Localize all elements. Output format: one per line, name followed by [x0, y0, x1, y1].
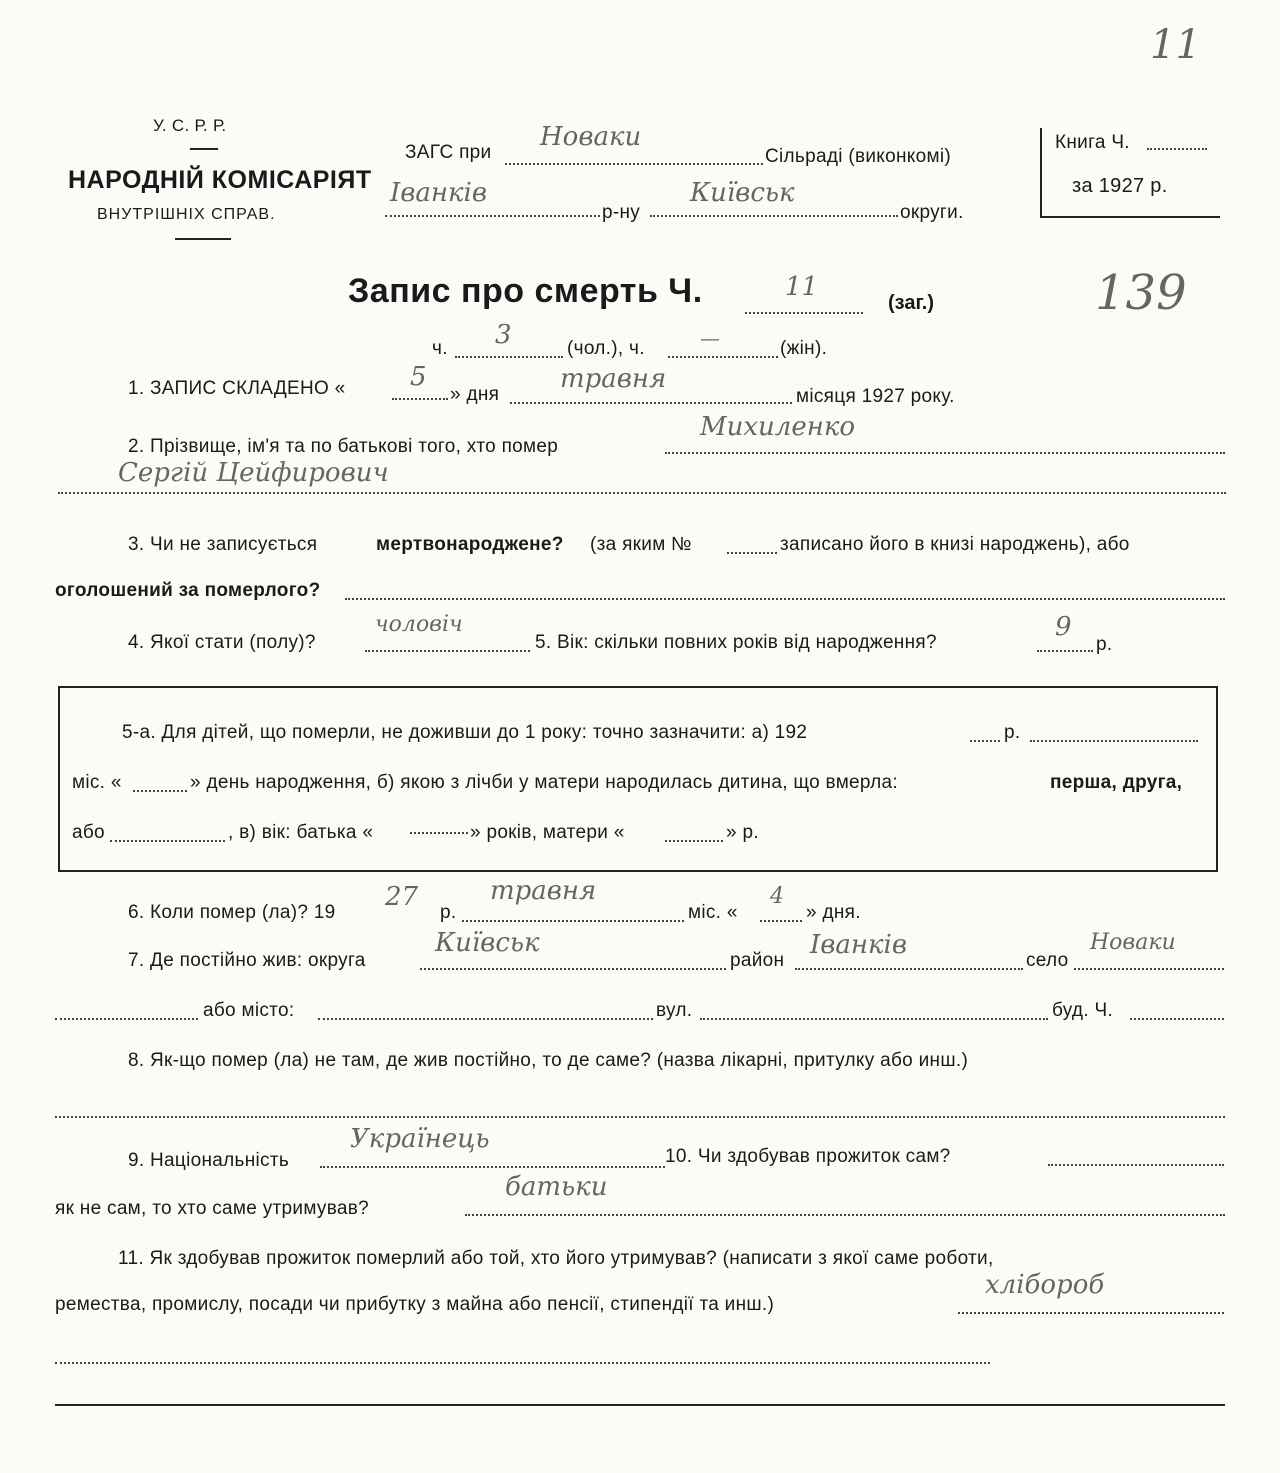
header-commissariat: НАРОДНІЙ КОМІСАРІЯТ [68, 166, 372, 194]
q2-line [665, 452, 1225, 454]
q6-day-hw: 4 [770, 884, 784, 909]
q11-line2 [55, 1362, 990, 1364]
q5-age-line [1037, 650, 1093, 652]
subnum-male-line [455, 356, 563, 358]
q7-label: село [1026, 950, 1069, 971]
subnum-label: (чол.), ч. [567, 338, 645, 359]
subnum-female-hw: — [700, 326, 720, 350]
q1-month-line [510, 402, 792, 404]
book-label: Книга Ч. [1055, 132, 1130, 153]
zags-district-label: р-ну [602, 202, 641, 223]
q10-label: як не сам, то хто саме утримував? [55, 1198, 370, 1219]
q10-keeper-line [465, 1214, 1225, 1216]
q3-stillborn: мертвонароджене? [376, 534, 564, 555]
q9-nat-hw: Українець [350, 1124, 490, 1154]
q1-label: місяця 1927 року. [796, 386, 955, 407]
book-box-border [1040, 216, 1220, 218]
q8-label: 8. Як-що помер (ла) не там, де жив постійно, то де саме? (назва лікарні, притулку або инш.) [128, 1050, 969, 1071]
zags-okrug-hw: Київськ [690, 178, 795, 208]
record-number-hw: 11 [785, 272, 819, 302]
q7-house-line [1130, 1018, 1224, 1020]
q3-number-line [727, 552, 777, 554]
q5a-order-line [110, 840, 225, 842]
corner-mark: 11 [1150, 22, 1201, 68]
q11-label: 11. Як здобував прожиток померлий або той, хто його утримував? (написати з якої саме роботи, [118, 1248, 994, 1269]
q10-keeper-hw: батьки [505, 1172, 608, 1202]
q8-line [55, 1116, 1225, 1118]
q6-year-hw: 27 [385, 882, 419, 912]
zags-okrug-label: округи. [900, 202, 964, 223]
q5a-line1: р. [1004, 722, 1021, 743]
q5a-year-line [970, 740, 1000, 742]
q6-label: 6. Коли помер (ла)? 19 [128, 902, 336, 923]
zags-label: ЗАГС при [405, 142, 492, 163]
q3-declared-dead: оголошений за померлого? [55, 580, 321, 601]
q5a-birth-order: перша, друга, [1050, 772, 1183, 793]
q5a-line2: » день народження, б) якою з лічби у матери народилась дитина, що вмерла: [190, 772, 898, 793]
divider [175, 238, 231, 240]
q6-label: » дня. [806, 902, 861, 923]
q4-sex-hw: чоловіч [375, 612, 463, 637]
q10-line [1048, 1164, 1224, 1166]
divider [190, 148, 218, 150]
header-dept: ВНУТРІШНІХ СПРАВ. [97, 206, 276, 223]
q7-selo-line [1074, 968, 1224, 970]
zags-village-line [505, 163, 763, 165]
q5a-line1: 5-а. Для дітей, що померли, не доживши до 1 року: точно зазначити: а) 192 [122, 722, 808, 743]
q5a-line3: » р. [726, 822, 759, 843]
q9-label: 9. Національність [128, 1150, 290, 1171]
q7-label: 7. Де постійно жив: округа [128, 950, 366, 971]
q2-name-hw: Сергій Цейфирович [118, 458, 389, 488]
q2-surname-hw: Михиленко [700, 412, 856, 442]
subnum-male-hw: 3 [495, 320, 512, 350]
q7-label: або місто: [203, 1000, 295, 1021]
q7-city-line [318, 1018, 653, 1020]
q10-label: 10. Чи здобував прожиток сам? [665, 1146, 951, 1167]
q5-label: р. [1096, 634, 1113, 655]
stamp-number-hw: 139 [1095, 265, 1187, 321]
q5a-line3: або [72, 822, 105, 843]
record-number-line [745, 312, 863, 314]
q1-month-hw: травня [560, 364, 667, 394]
q5-age-hw: 9 [1055, 612, 1072, 642]
q4-label: 4. Якої стати (полу)? [128, 632, 316, 653]
record-suffix: (заг.) [888, 292, 935, 314]
zags-council-label: Сільраді (виконкомі) [765, 146, 951, 167]
q11-line [958, 1312, 1224, 1314]
q3-line2 [345, 598, 1225, 600]
zags-okrug-line [650, 215, 898, 217]
q3-label: 3. Чи не записується [128, 534, 318, 555]
q4-sex-line [365, 650, 530, 652]
q7-label: район [730, 950, 785, 971]
q1-label: 1. ЗАПИС СКЛАДЕНО « [128, 378, 346, 399]
q5a-line2: міс. « [72, 772, 122, 793]
book-number-line [1147, 148, 1207, 150]
q6-day-line [760, 920, 802, 922]
q6-month-line [462, 920, 684, 922]
q7-label: вул. [656, 1000, 693, 1021]
q11-occ-hw: хлібороб [985, 1270, 1105, 1300]
q6-label: р. [440, 902, 457, 923]
q7-okrug-line [420, 968, 726, 970]
book-year: за 1927 р. [1072, 175, 1168, 197]
header-ussr: У. С. Р. Р. [153, 116, 227, 135]
q11-label: ремества, промислу, посади чи прибутку з майна або пенсії, стипендії та инш.) [55, 1294, 775, 1315]
q7-raion-line [795, 968, 1023, 970]
q1-label: » дня [450, 384, 500, 405]
q3-label: (за яким № [590, 534, 692, 555]
q5a-day-line [133, 790, 187, 792]
q3-label: записано його в книзі народжень), або [780, 534, 1130, 555]
zags-district-hw: Іванків [390, 178, 488, 208]
q5a-year-line2 [1030, 740, 1198, 742]
subnum-label: (жін). [780, 338, 828, 359]
q7-label: буд. Ч. [1052, 1000, 1114, 1021]
q5a-line3: , в) вік: батька « [228, 822, 374, 843]
subnum-label: ч. [432, 338, 448, 359]
q7-raion-hw: Іванків [810, 930, 908, 960]
zags-village-hw: Новаки [540, 122, 642, 152]
q1-day-line [392, 398, 448, 400]
q7-selo-hw: Новаки [1090, 930, 1176, 955]
q6-label: міс. « [688, 902, 738, 923]
q5a-line3: » років, матери « [470, 822, 625, 843]
zags-district-line [385, 215, 600, 217]
record-title: Запис про смерть Ч. [348, 272, 703, 310]
q1-day-hw: 5 [410, 362, 427, 392]
q2-label: 2. Прізвище, ім'я та по батькові того, хто помер [128, 436, 559, 457]
q9-nat-line [320, 1166, 665, 1168]
q5-label: 5. Вік: скільки повних років від народження? [535, 632, 937, 653]
q5a-father-line [410, 832, 468, 834]
q7-okrug-hw: Київськ [435, 928, 540, 958]
q6-month-hw: травня [490, 876, 597, 906]
subnum-female-line [668, 356, 778, 358]
q5a-mother-line [665, 840, 723, 842]
q7-line2 [55, 1018, 198, 1020]
book-box-border [1040, 128, 1042, 218]
q2-line2 [58, 492, 1226, 494]
bottom-rule [55, 1404, 1225, 1406]
q7-street-line [700, 1018, 1048, 1020]
